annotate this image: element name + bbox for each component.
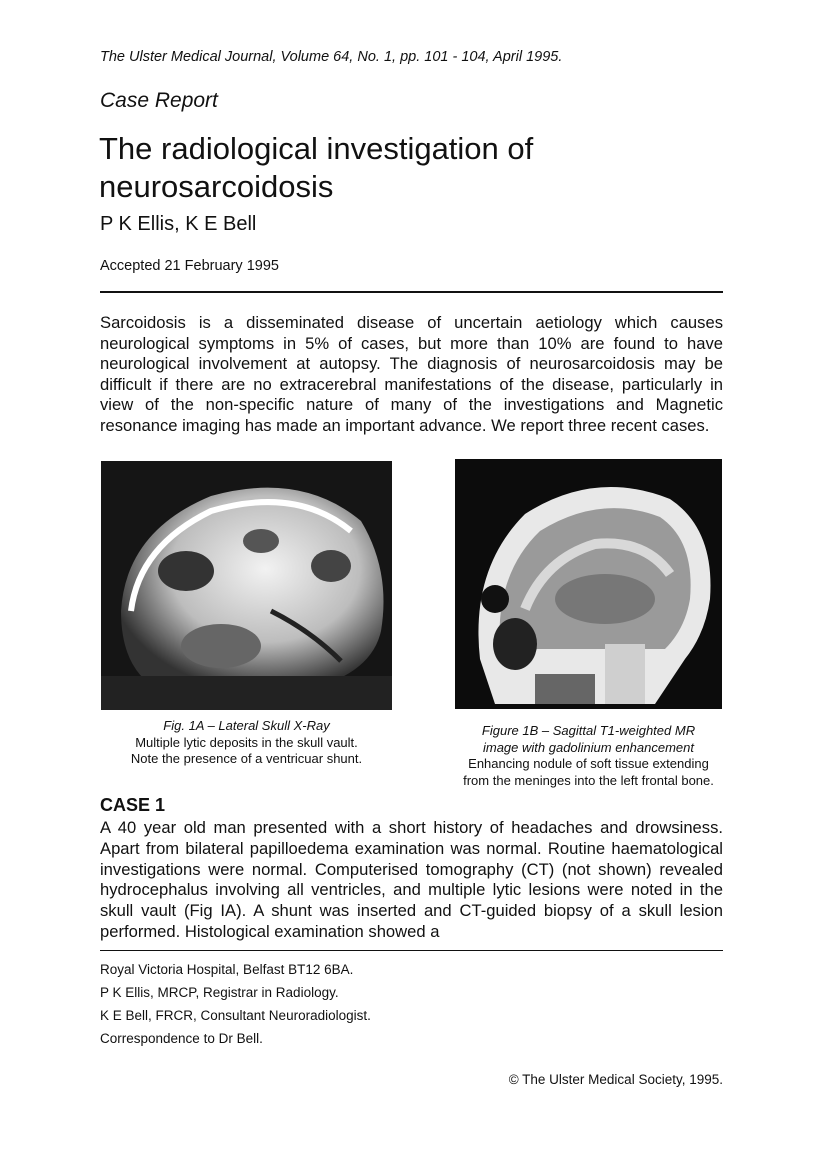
journal-citation: The Ulster Medical Journal, Volume 64, No. 1, pp. 101 - 104, April 1995. xyxy=(100,49,563,65)
figure-1b-caption-line1: Enhancing nodule of soft tissue extending xyxy=(468,756,709,771)
figure-1b-title-line1: Figure 1B – Sagittal T1-weighted MR xyxy=(481,723,696,738)
figure-1a-caption-line2: Note the presence of a ventricuar shunt. xyxy=(130,751,363,766)
affiliation-hospital: Royal Victoria Hospital, Belfast BT12 6BA. xyxy=(100,962,354,977)
abstract: Sarcoidosis is a disseminated disease of uncertain aetiology which causes neurological symptoms in 5% of cases, but more than 10% are found to have neurological involvement at autopsy. The diagnosis of neurosarcoidosis may be difficult if there are no extracerebral manifestations of the disease, particularly in view of the non-specific nature of many of the investigations and Magnetic resonance imaging has made an important advance. We report three recent cases. xyxy=(100,313,723,435)
figure-1b-caption-line2: from the meninges into the left frontal bone. xyxy=(463,772,714,788)
case-1-text: A 40 year old man presented with a short history of headaches and drowsiness. Apart from bilateral papilloedema examination was normal. Routine haematological investigations were normal. Computerised tomography (CT) (not shown) revealed hydrocephalus involving all ventricles, and multiple lytic lesions were noted in the skull vault (Fig IA). A shunt was inserted and CT-guided biopsy of a skull lesion performed. Histological examination showed a xyxy=(100,818,723,941)
affiliation-author1: P K Ellis, MRCP, Registrar in Radiology. xyxy=(100,985,339,1000)
correspondence: Correspondence to Dr Bell. xyxy=(100,1031,263,1046)
footnote-divider xyxy=(100,950,723,951)
figure-1b-caption xyxy=(440,723,737,789)
accepted-date: Accepted 21 February 1995 xyxy=(100,258,279,274)
divider xyxy=(100,291,723,293)
case-1-heading: CASE 1 xyxy=(100,795,166,815)
skull-xray-icon xyxy=(101,461,392,710)
section-label: Case Report xyxy=(100,89,218,112)
authors: P K Ellis, K E Bell xyxy=(100,213,257,235)
article-title: The radiological investigation of neurosarcoidosis xyxy=(99,131,534,204)
figure-1b-title-line2: image with gadolinium enhancement xyxy=(482,739,694,755)
copyright: © The Ulster Medical Society, 1995. xyxy=(508,1072,723,1087)
figure-1a-xray-image xyxy=(101,461,392,710)
affiliation-author2: K E Bell, FRCR, Consultant Neuroradiologist. xyxy=(100,1008,371,1023)
sagittal-mri-icon xyxy=(455,459,722,709)
figure-1a-title: Fig. 1A – Lateral Skull X-Ray xyxy=(163,718,330,733)
figure-1a-caption xyxy=(101,718,392,768)
figure-1b-mri-image xyxy=(455,459,722,709)
figure-1a-caption-line1: Multiple lytic deposits in the skull vault. xyxy=(135,734,358,750)
